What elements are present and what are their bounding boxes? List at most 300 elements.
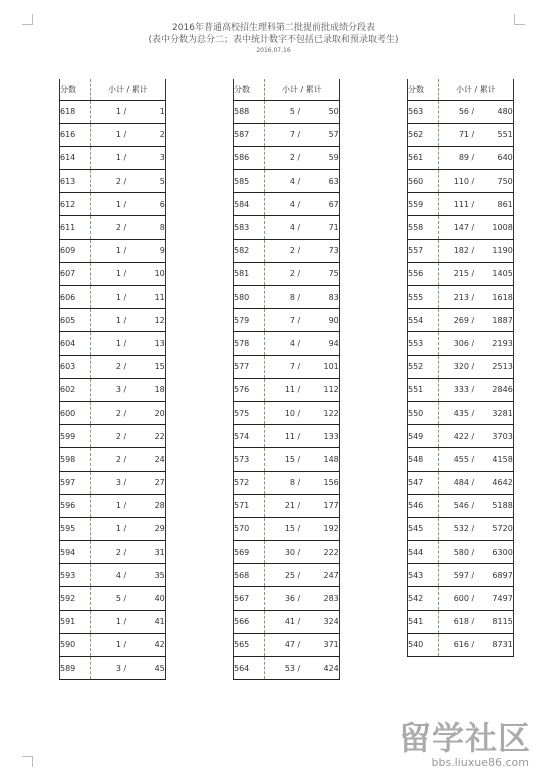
score-cell: 613 xyxy=(60,170,91,193)
table-row xyxy=(408,146,514,169)
cumulative-value: 1190 xyxy=(492,246,513,256)
cumulative-value: 11 xyxy=(154,292,165,302)
separator: / xyxy=(469,130,477,140)
separator: / xyxy=(469,408,477,418)
subtotal-cell xyxy=(439,401,514,424)
subtotal-cell xyxy=(265,587,340,610)
score-cell: 594 xyxy=(60,541,91,564)
table-row xyxy=(234,239,340,262)
table-row xyxy=(60,587,166,610)
count-value: 1 xyxy=(115,640,121,650)
subtotal-cell xyxy=(265,610,340,633)
table-row xyxy=(234,286,340,309)
table-row xyxy=(408,517,514,540)
cumulative-value: 1008 xyxy=(492,223,513,233)
score-cell: 568 xyxy=(234,564,265,587)
table-row xyxy=(234,517,340,540)
score-cell: 599 xyxy=(60,425,91,448)
count-value: 1 xyxy=(115,246,121,256)
count-value: 2 xyxy=(289,153,295,163)
subtotal-cell xyxy=(91,355,166,378)
score-cell: 542 xyxy=(408,587,439,610)
score-table-column-2 xyxy=(233,79,340,680)
score-cell: 573 xyxy=(234,448,265,471)
cumulative-value: 371 xyxy=(323,640,339,650)
subtotal-cell xyxy=(439,100,514,123)
table-row xyxy=(60,378,166,401)
table-row xyxy=(408,262,514,285)
subtotal-cell xyxy=(91,610,166,633)
score-cell: 552 xyxy=(408,355,439,378)
count-value: 71 xyxy=(458,130,469,140)
count-value: 1 xyxy=(115,338,121,348)
cumulative-value: 2846 xyxy=(492,385,513,395)
score-cell: 583 xyxy=(234,216,265,239)
separator: / xyxy=(121,640,129,650)
score-cell: 564 xyxy=(234,657,265,680)
table-row xyxy=(60,100,166,123)
separator: / xyxy=(469,547,477,557)
cumulative-value: 122 xyxy=(323,408,339,418)
cumulative-value: 1405 xyxy=(492,269,513,279)
subtotal-cell xyxy=(265,146,340,169)
subtotal-cell xyxy=(265,633,340,656)
cumulative-value: 73 xyxy=(328,246,339,256)
subtotal-cell xyxy=(439,193,514,216)
score-cell: 571 xyxy=(234,494,265,517)
table-row xyxy=(60,309,166,332)
count-value: 30 xyxy=(284,547,295,557)
count-value: 56 xyxy=(458,107,469,117)
count-value: 147 xyxy=(453,223,469,233)
separator: / xyxy=(469,176,477,186)
separator: / xyxy=(295,199,303,209)
score-cell: 589 xyxy=(60,657,91,680)
table-row xyxy=(60,332,166,355)
table-row xyxy=(408,355,514,378)
count-value: 10 xyxy=(284,408,295,418)
cumulative-value: 29 xyxy=(154,524,165,534)
table-row xyxy=(408,401,514,424)
subtotal-cell xyxy=(265,425,340,448)
separator: / xyxy=(295,107,303,117)
score-cell: 574 xyxy=(234,425,265,448)
score-cell: 569 xyxy=(234,541,265,564)
separator: / xyxy=(295,478,303,488)
subtotal-cell xyxy=(91,309,166,332)
cumulative-value: 13 xyxy=(154,338,165,348)
count-value: 455 xyxy=(453,454,469,464)
separator: / xyxy=(469,269,477,279)
table-row xyxy=(408,471,514,494)
score-cell: 540 xyxy=(408,633,439,656)
cumulative-value: 861 xyxy=(497,199,513,209)
score-cell: 609 xyxy=(60,239,91,262)
separator: / xyxy=(469,501,477,511)
score-cell: 595 xyxy=(60,517,91,540)
separator: / xyxy=(295,617,303,627)
score-cell: 549 xyxy=(408,425,439,448)
separator: / xyxy=(295,547,303,557)
separator: / xyxy=(121,199,129,209)
cumulative-value: 67 xyxy=(328,199,339,209)
separator: / xyxy=(295,269,303,279)
cumulative-value: 90 xyxy=(328,315,339,325)
separator: / xyxy=(469,153,477,163)
subtotal-cell xyxy=(265,517,340,540)
score-cell: 577 xyxy=(234,355,265,378)
separator: / xyxy=(295,408,303,418)
subtotal-cell xyxy=(265,541,340,564)
subtotal-cell xyxy=(91,541,166,564)
separator: / xyxy=(121,153,129,163)
table-row xyxy=(234,170,340,193)
count-value: 1 xyxy=(115,199,121,209)
separator: / xyxy=(469,640,477,650)
count-value: 47 xyxy=(284,640,295,650)
table-row xyxy=(60,517,166,540)
subtotal-cell xyxy=(91,170,166,193)
score-cell: 593 xyxy=(60,564,91,587)
count-value: 7 xyxy=(289,130,295,140)
table-row xyxy=(234,633,340,656)
separator: / xyxy=(121,223,129,233)
subtotal-cell xyxy=(439,123,514,146)
score-cell: 580 xyxy=(234,286,265,309)
subtotal-header: 小计 / 累计 xyxy=(91,79,166,100)
cumulative-value: 192 xyxy=(323,524,339,534)
separator: / xyxy=(121,570,129,580)
separator: / xyxy=(121,547,129,557)
score-table-column-1 xyxy=(59,79,166,680)
table-row xyxy=(60,448,166,471)
separator: / xyxy=(469,617,477,627)
table-row xyxy=(234,471,340,494)
count-value: 1 xyxy=(115,153,121,163)
cumulative-value: 50 xyxy=(328,107,339,117)
count-value: 1 xyxy=(115,501,121,511)
subtotal-cell xyxy=(439,378,514,401)
subtotal-cell xyxy=(91,448,166,471)
cumulative-value: 83 xyxy=(328,292,339,302)
score-cell: 570 xyxy=(234,517,265,540)
count-value: 8 xyxy=(289,292,295,302)
table-row xyxy=(408,123,514,146)
cumulative-value: 75 xyxy=(328,269,339,279)
separator: / xyxy=(469,315,477,325)
cumulative-value: 12 xyxy=(154,315,165,325)
score-cell: 587 xyxy=(234,123,265,146)
cumulative-value: 57 xyxy=(328,130,339,140)
table-row xyxy=(408,216,514,239)
subtotal-header: 小计 / 累计 xyxy=(439,79,514,100)
score-cell: 572 xyxy=(234,471,265,494)
score-cell: 543 xyxy=(408,564,439,587)
table-row xyxy=(60,564,166,587)
cumulative-value: 8115 xyxy=(492,617,513,627)
table-row xyxy=(408,425,514,448)
cumulative-value: 551 xyxy=(497,130,513,140)
cumulative-value: 31 xyxy=(154,547,165,557)
subtotal-cell xyxy=(439,517,514,540)
subtotal-cell xyxy=(265,216,340,239)
score-cell: 607 xyxy=(60,262,91,285)
cumulative-value: 28 xyxy=(154,501,165,511)
subtotal-cell xyxy=(439,610,514,633)
cumulative-value: 9 xyxy=(159,246,165,256)
count-value: 2 xyxy=(115,547,121,557)
table-row xyxy=(234,123,340,146)
table-row xyxy=(60,193,166,216)
table-row xyxy=(408,494,514,517)
score-cell: 551 xyxy=(408,378,439,401)
subtotal-cell xyxy=(265,494,340,517)
count-value: 2 xyxy=(115,362,121,372)
separator: / xyxy=(121,524,129,534)
score-header: 分数 xyxy=(234,79,265,100)
score-cell: 611 xyxy=(60,216,91,239)
separator: / xyxy=(121,594,129,604)
cumulative-value: 4642 xyxy=(492,478,513,488)
count-value: 21 xyxy=(284,501,295,511)
cumulative-value: 22 xyxy=(154,431,165,441)
count-value: 3 xyxy=(115,385,121,395)
cumulative-value: 20 xyxy=(154,408,165,418)
score-cell: 546 xyxy=(408,494,439,517)
separator: / xyxy=(121,617,129,627)
score-cell: 579 xyxy=(234,309,265,332)
table-row xyxy=(234,541,340,564)
subtotal-cell xyxy=(91,471,166,494)
subtotal-cell xyxy=(91,216,166,239)
score-cell: 565 xyxy=(234,633,265,656)
subtotal-cell xyxy=(265,309,340,332)
score-cell: 553 xyxy=(408,332,439,355)
cumulative-value: 177 xyxy=(323,501,339,511)
score-cell: 612 xyxy=(60,193,91,216)
cumulative-value: 2193 xyxy=(492,338,513,348)
subtotal-cell xyxy=(91,100,166,123)
subtotal-cell xyxy=(439,332,514,355)
score-cell: 600 xyxy=(60,401,91,424)
score-cell: 597 xyxy=(60,471,91,494)
subtotal-cell xyxy=(439,239,514,262)
count-value: 320 xyxy=(453,362,469,372)
separator: / xyxy=(121,130,129,140)
table-row xyxy=(60,471,166,494)
count-value: 2 xyxy=(115,454,121,464)
cumulative-value: 5 xyxy=(159,176,165,186)
table-row xyxy=(234,100,340,123)
table-row xyxy=(234,216,340,239)
table-row xyxy=(60,355,166,378)
table-row xyxy=(408,378,514,401)
subtotal-cell xyxy=(91,123,166,146)
subtotal-cell xyxy=(265,193,340,216)
separator: / xyxy=(295,246,303,256)
cumulative-value: 6897 xyxy=(492,570,513,580)
separator: / xyxy=(121,501,129,511)
separator: / xyxy=(295,130,303,140)
cumulative-value: 247 xyxy=(323,570,339,580)
separator: / xyxy=(121,292,129,302)
separator: / xyxy=(469,524,477,534)
count-value: 532 xyxy=(453,524,469,534)
subtotal-cell xyxy=(91,564,166,587)
score-cell: 588 xyxy=(234,100,265,123)
cumulative-value: 24 xyxy=(154,454,165,464)
table-row xyxy=(408,286,514,309)
score-cell: 602 xyxy=(60,378,91,401)
subtotal-cell xyxy=(439,170,514,193)
separator: / xyxy=(121,107,129,117)
separator: / xyxy=(469,570,477,580)
count-value: 11 xyxy=(284,431,295,441)
cumulative-value: 10 xyxy=(154,269,165,279)
score-cell: 605 xyxy=(60,309,91,332)
table-row xyxy=(234,564,340,587)
table-row xyxy=(234,309,340,332)
table-row xyxy=(60,541,166,564)
cumulative-value: 222 xyxy=(323,547,339,557)
cumulative-value: 2 xyxy=(159,130,165,140)
count-value: 600 xyxy=(453,594,469,604)
separator: / xyxy=(469,362,477,372)
separator: / xyxy=(469,385,477,395)
cumulative-value: 27 xyxy=(154,478,165,488)
subtotal-cell xyxy=(265,100,340,123)
subtotal-cell xyxy=(439,587,514,610)
count-value: 25 xyxy=(284,570,295,580)
score-cell: 563 xyxy=(408,100,439,123)
count-value: 597 xyxy=(453,570,469,580)
table-header-row xyxy=(234,79,340,100)
score-cell: 598 xyxy=(60,448,91,471)
cumulative-value: 4158 xyxy=(492,454,513,464)
separator: / xyxy=(295,153,303,163)
table-row xyxy=(234,494,340,517)
separator: / xyxy=(469,478,477,488)
score-cell: 604 xyxy=(60,332,91,355)
cumulative-value: 35 xyxy=(154,570,165,580)
separator: / xyxy=(121,315,129,325)
table-row xyxy=(60,123,166,146)
count-value: 4 xyxy=(289,176,295,186)
count-value: 110 xyxy=(453,176,469,186)
score-cell: 558 xyxy=(408,216,439,239)
score-cell: 557 xyxy=(408,239,439,262)
cumulative-value: 6300 xyxy=(492,547,513,557)
watermark-logo-text: 留学社区 xyxy=(398,719,531,757)
subtotal-cell xyxy=(439,309,514,332)
count-value: 2 xyxy=(115,223,121,233)
count-value: 2 xyxy=(115,408,121,418)
document-title: 2016年普通高校招生理科第二批提前批成绩分段表 xyxy=(172,23,375,33)
count-value: 182 xyxy=(453,246,469,256)
score-cell: 591 xyxy=(60,610,91,633)
table-row xyxy=(234,448,340,471)
page-corner-mark xyxy=(22,756,33,767)
subtotal-cell xyxy=(439,425,514,448)
subtotal-cell xyxy=(91,517,166,540)
count-value: 11 xyxy=(284,385,295,395)
table-row xyxy=(234,355,340,378)
subtotal-cell xyxy=(91,378,166,401)
subtotal-cell xyxy=(439,448,514,471)
count-value: 546 xyxy=(453,501,469,511)
cumulative-value: 41 xyxy=(154,617,165,627)
score-cell: 547 xyxy=(408,471,439,494)
count-value: 215 xyxy=(453,269,469,279)
cumulative-value: 1887 xyxy=(492,315,513,325)
count-value: 15 xyxy=(284,524,295,534)
cumulative-value: 42 xyxy=(154,640,165,650)
score-cell: 559 xyxy=(408,193,439,216)
subtotal-cell xyxy=(439,146,514,169)
count-value: 616 xyxy=(453,640,469,650)
separator: / xyxy=(121,338,129,348)
count-value: 580 xyxy=(453,547,469,557)
table-row xyxy=(234,146,340,169)
subtotal-cell xyxy=(439,633,514,656)
table-row xyxy=(408,193,514,216)
score-header: 分数 xyxy=(408,79,439,100)
separator: / xyxy=(295,524,303,534)
separator: / xyxy=(469,199,477,209)
separator: / xyxy=(295,663,303,673)
table-row xyxy=(234,378,340,401)
subtotal-cell xyxy=(265,378,340,401)
cumulative-value: 45 xyxy=(154,663,165,673)
score-cell: 562 xyxy=(408,123,439,146)
table-row xyxy=(60,239,166,262)
separator: / xyxy=(469,292,477,302)
score-cell: 596 xyxy=(60,494,91,517)
cumulative-value: 59 xyxy=(328,153,339,163)
cumulative-value: 8731 xyxy=(492,640,513,650)
count-value: 1 xyxy=(115,524,121,534)
count-value: 89 xyxy=(458,153,469,163)
count-value: 1 xyxy=(115,130,121,140)
table-row xyxy=(60,146,166,169)
subtotal-header: 小计 / 累计 xyxy=(265,79,340,100)
subtotal-cell xyxy=(439,564,514,587)
score-cell: 567 xyxy=(234,587,265,610)
count-value: 1 xyxy=(115,315,121,325)
table-row xyxy=(234,610,340,633)
count-value: 2 xyxy=(289,246,295,256)
score-cell: 603 xyxy=(60,355,91,378)
cumulative-value: 101 xyxy=(323,362,339,372)
separator: / xyxy=(295,176,303,186)
cumulative-value: 133 xyxy=(323,431,339,441)
subtotal-cell xyxy=(439,286,514,309)
separator: / xyxy=(121,454,129,464)
subtotal-cell xyxy=(91,262,166,285)
count-value: 213 xyxy=(453,292,469,302)
count-value: 41 xyxy=(284,617,295,627)
watermark xyxy=(367,711,537,777)
table-header-row xyxy=(60,79,166,100)
subtotal-cell xyxy=(265,286,340,309)
subtotal-cell xyxy=(265,123,340,146)
separator: / xyxy=(121,478,129,488)
count-value: 618 xyxy=(453,617,469,627)
subtotal-cell xyxy=(91,146,166,169)
document-subtitle: (表中分数为总分二；表中统计数字不包括已录取和预录取考生) xyxy=(148,35,399,45)
count-value: 2 xyxy=(289,269,295,279)
cumulative-value: 71 xyxy=(328,223,339,233)
